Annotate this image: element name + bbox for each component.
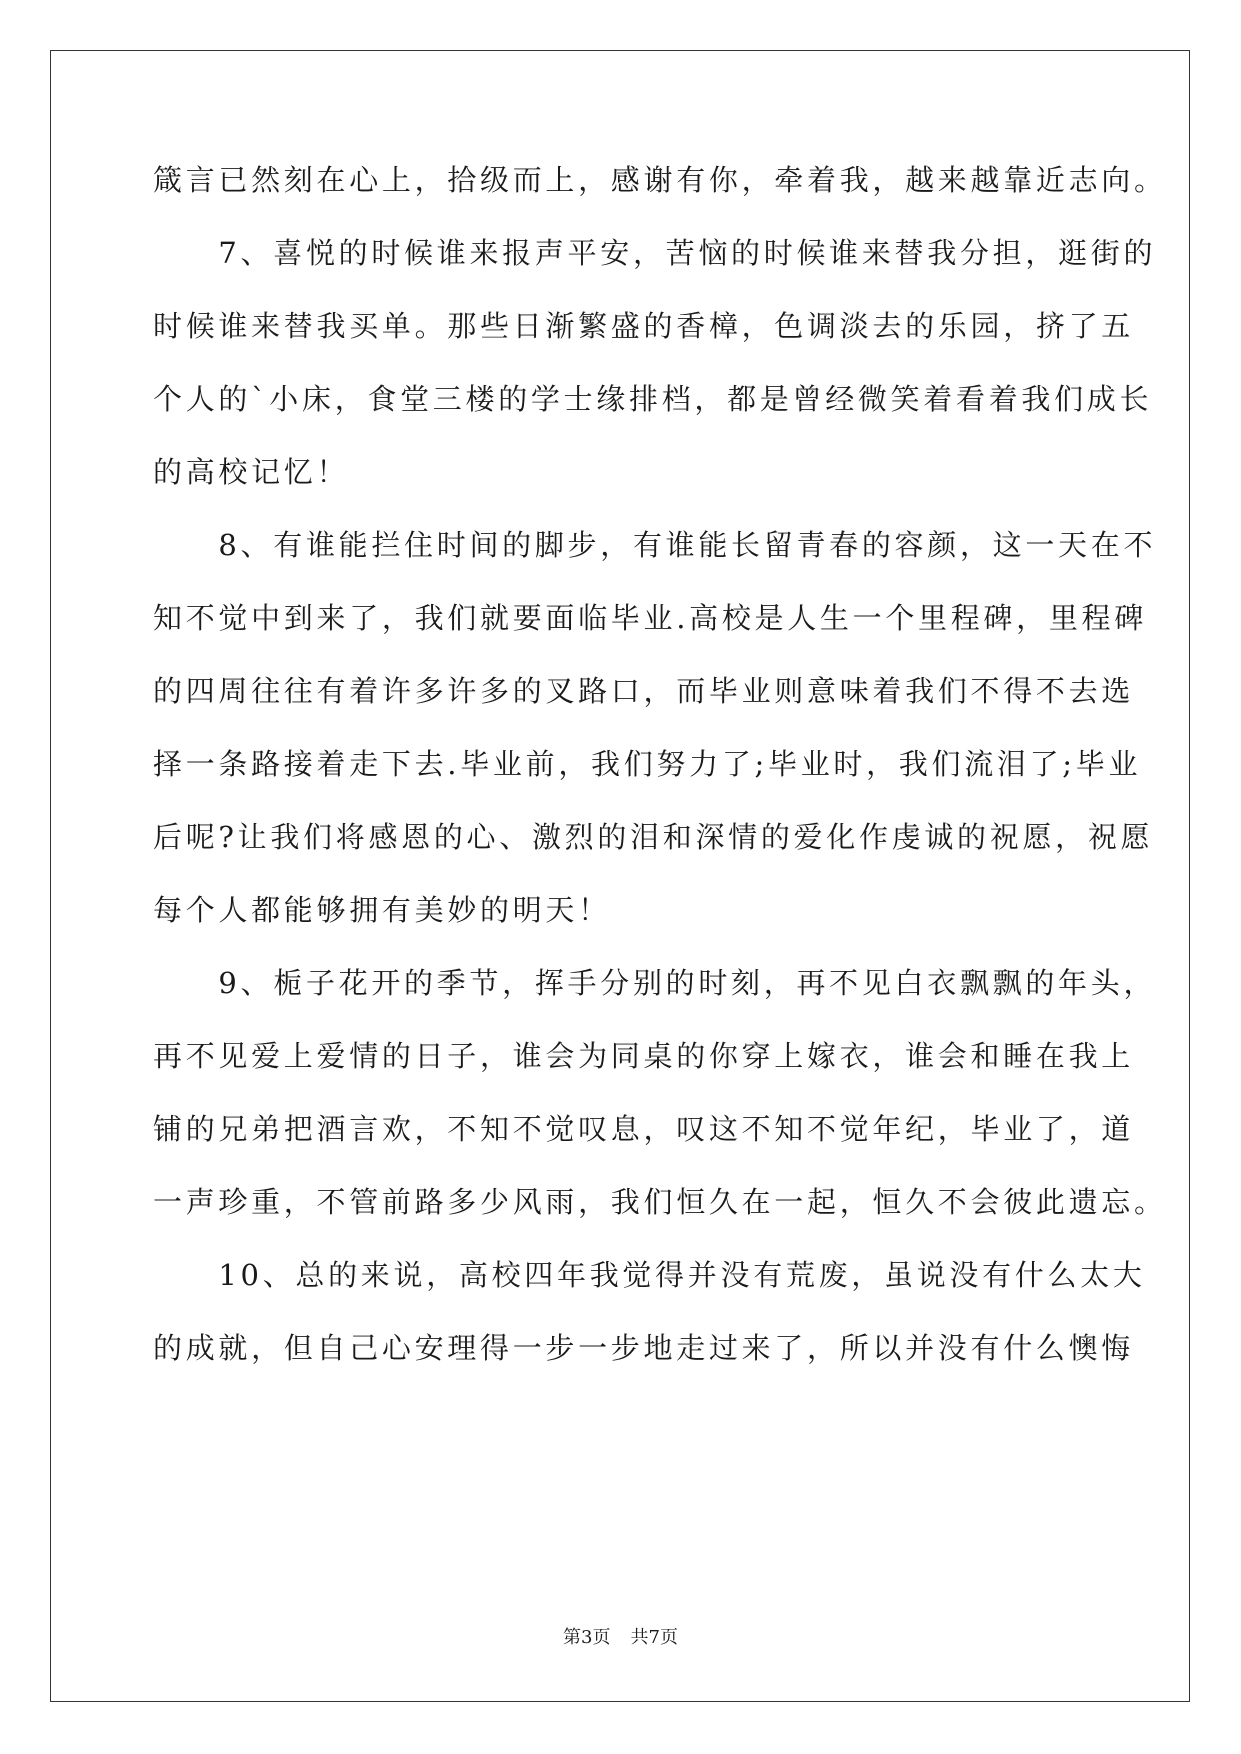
- text-line: 的成就，但自己心安理得一步一步地走过来了，所以并没有什么懊悔: [153, 1331, 1135, 1365]
- text-line: 7、喜悦的时候谁来报声平安，苦恼的时候谁来替我分担，逛街的: [153, 236, 1157, 270]
- page-footer: [0, 1627, 1241, 1649]
- text-line: 每个人都能够拥有美妙的明天！: [153, 893, 611, 927]
- text-line: 时候谁来替我买单。那些日渐繁盛的香樟，色调淡去的乐园，挤了五: [153, 309, 1135, 343]
- text-line: 再不见爱上爱情的日子，谁会为同桌的你穿上嫁衣，谁会和睡在我上: [153, 1039, 1135, 1073]
- text-line: 箴言已然刻在心上，拾级而上，感谢有你，牵着我，越来越靠近志向。: [153, 163, 1167, 197]
- page-total: 共7页: [630, 1627, 678, 1648]
- text-line: 8、有谁能拦住时间的脚步，有谁能长留青春的容颜，这一天在不: [153, 528, 1157, 562]
- text-line: 9、栀子花开的季节，挥手分别的时刻，再不见白衣飘飘的年头，: [153, 966, 1157, 1000]
- text-line: 的四周往往有着许多许多的叉路口，而毕业则意味着我们不得不去选: [153, 674, 1135, 708]
- text-line: 10、总的来说，高校四年我觉得并没有荒废，虽说没有什么太大: [153, 1258, 1146, 1292]
- text-line: 后呢?让我们将感恩的心、激烈的泪和深情的爱化作虔诚的祝愿，祝愿: [153, 820, 1154, 854]
- page-border: [50, 50, 1190, 1702]
- text-line: 的高校记忆！: [153, 455, 350, 489]
- text-line: 个人的`小床，食堂三楼的学士缘排档，都是曾经微笑着看着我们成长: [153, 382, 1153, 416]
- page-number: 第3页: [563, 1627, 611, 1648]
- text-line: 知不觉中到来了，我们就要面临毕业.高校是人生一个里程碑，里程碑: [153, 601, 1147, 635]
- text-line: 择一条路接着走下去.毕业前，我们努力了;毕业时，我们流泪了;毕业: [153, 747, 1142, 781]
- text-line: 一声珍重，不管前路多少风雨，我们恒久在一起，恒久不会彼此遗忘。: [153, 1185, 1167, 1219]
- text-line: 铺的兄弟把酒言欢，不知不觉叹息，叹这不知不觉年纪，毕业了，道: [153, 1112, 1135, 1146]
